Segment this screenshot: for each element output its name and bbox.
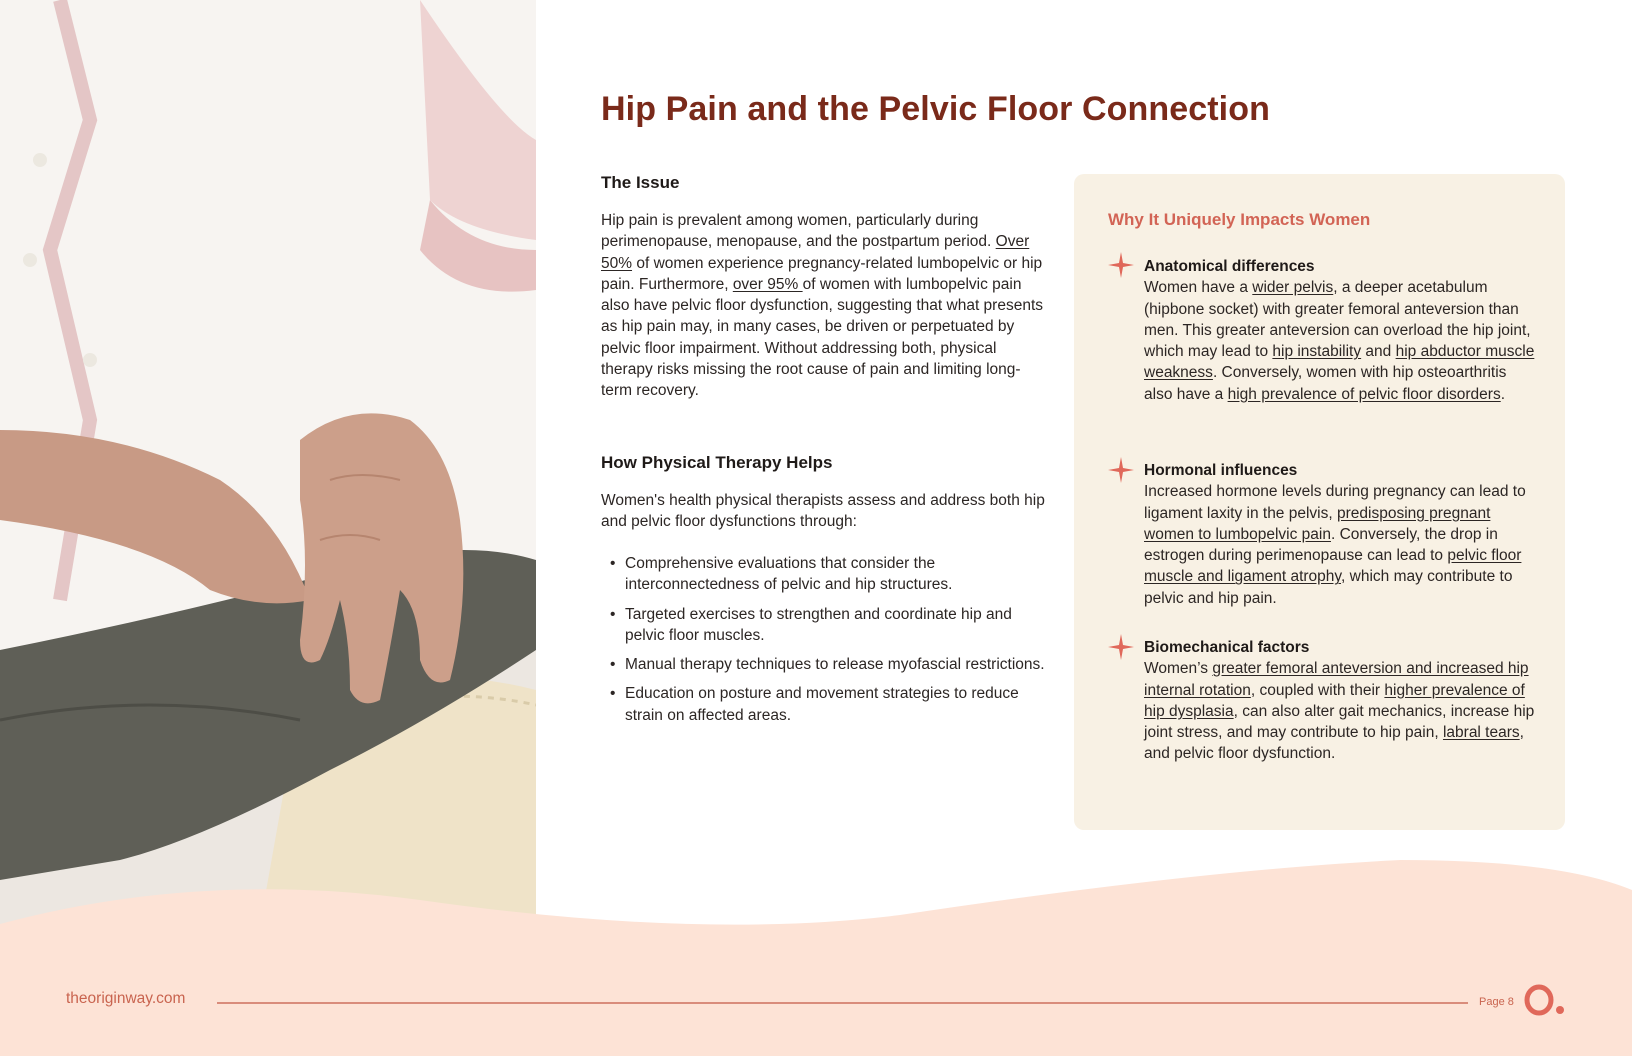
helps-heading: How Physical Therapy Helps bbox=[601, 453, 833, 472]
helps-bullet-list bbox=[601, 553, 1046, 734]
wider-pelvis-link[interactable]: wider pelvis bbox=[1252, 279, 1334, 297]
helps-intro: Women's health physical therapists assess and address both hip and pelvic floor dysfunctions through: bbox=[601, 492, 1045, 531]
sparkle-icon bbox=[1108, 252, 1134, 278]
issue-text-1: Hip pain is prevalent among women, particularly during perimenopause, menopause, and the postpartum period. bbox=[601, 212, 996, 251]
hip-instability-link[interactable]: hip instability bbox=[1272, 343, 1362, 361]
over-95-link[interactable]: over 95% bbox=[732, 275, 803, 293]
list-item: • Targeted exercises to strengthen and coordinate hip and pelvic floor muscles. bbox=[601, 604, 1046, 647]
text-span: , can also alter gait mechanics, increase hip joint stress, and may contribute to hip pain, bbox=[1144, 702, 1535, 742]
hormonal-heading: Hormonal influences bbox=[1144, 462, 1298, 479]
text-span: , which may contribute to pelvic and hip pain. bbox=[1144, 568, 1513, 607]
footer-divider bbox=[217, 1002, 1468, 1004]
text-span: , coupled with their bbox=[1250, 681, 1385, 699]
biomechanical-item bbox=[1144, 637, 1536, 765]
text-span: and bbox=[1361, 343, 1396, 361]
hero-photo bbox=[0, 0, 536, 925]
text-span: . bbox=[1500, 385, 1506, 403]
hormonal-text bbox=[1144, 481, 1536, 609]
text-span: . Conversely, women with hip osteoarthritis also have a bbox=[1144, 364, 1507, 403]
impacts-card bbox=[1074, 174, 1565, 830]
text-span: Women have a bbox=[1144, 279, 1253, 297]
footer-wave bbox=[0, 860, 1632, 1056]
issue-heading: The Issue bbox=[601, 173, 680, 192]
text-span: Increased hormone levels during pregnancy can lead to ligament laxity in the pelvis, bbox=[1144, 483, 1526, 522]
issue-text-3: of women with lumbopelvic pain also have pelvic floor dysfunction, suggesting that what presents as hip pain may, in many cases, be driven or perpetuated by pelvic floor impairment. Without addressing both, physical therapy risks missing the root cause of pain and limiting long-term recovery. bbox=[601, 275, 1044, 400]
sparkle-icon bbox=[1108, 634, 1134, 660]
page-number: Page 8 bbox=[1479, 996, 1514, 1008]
text-span: , a deeper acetabulum (hipbone socket) with greater femoral anteversion than men. This greater anteversion can overload the hip joint, which may lead to bbox=[1144, 279, 1531, 361]
anatomical-item bbox=[1144, 256, 1536, 405]
text-span: , and pelvic floor dysfunction. bbox=[1144, 724, 1524, 763]
hormonal-item bbox=[1144, 460, 1536, 609]
hip-dysplasia-link[interactable]: higher prevalence of hip dysplasia bbox=[1144, 681, 1525, 720]
over-50-link[interactable]: Over 50% bbox=[601, 233, 1030, 272]
biomechanical-text bbox=[1144, 658, 1536, 764]
website-link[interactable]: theoriginway.com bbox=[66, 990, 186, 1007]
card-title: Why It Uniquely Impacts Women bbox=[1108, 210, 1371, 229]
labral-tears-link[interactable]: labral tears bbox=[1442, 724, 1520, 742]
sparkle-icon bbox=[1108, 457, 1134, 483]
issue-text-2: of women experience pregnancy-related lumbopelvic or hip pain. Furthermore, bbox=[601, 254, 1043, 293]
list-item: • Manual therapy techniques to release myofascial restrictions. bbox=[601, 654, 1046, 675]
biomechanical-heading: Biomechanical factors bbox=[1144, 639, 1310, 656]
issue-paragraph bbox=[601, 210, 1046, 402]
hip-abductor-weakness-link[interactable]: hip abductor muscle weakness bbox=[1144, 343, 1535, 382]
list-item: • Comprehensive evaluations that consider the interconnectedness of pelvic and hip structures. bbox=[601, 553, 1046, 596]
pelvic-floor-disorders-link[interactable]: high prevalence of pelvic floor disorders bbox=[1227, 385, 1501, 403]
predisposing-link[interactable]: predisposing pregnant women to lumbopelvic pain bbox=[1144, 504, 1491, 543]
text-span: . Conversely, the drop in estrogen during perimenopause can lead to bbox=[1144, 525, 1498, 565]
atrophy-link[interactable]: pelvic floor muscle and ligament atrophy bbox=[1144, 547, 1522, 586]
list-item: • Education on posture and movement strategies to reduce strain on affected areas. bbox=[601, 683, 1046, 726]
page-title: Hip Pain and the Pelvic Floor Connection bbox=[601, 90, 1270, 128]
origin-logo-icon bbox=[1523, 983, 1567, 1017]
femoral-anteversion-link[interactable]: greater femoral anteversion and increased hip internal rotation bbox=[1144, 660, 1529, 699]
anatomical-text bbox=[1144, 277, 1536, 405]
text-span: Women’s bbox=[1144, 660, 1213, 678]
anatomical-heading: Anatomical differences bbox=[1144, 258, 1315, 275]
